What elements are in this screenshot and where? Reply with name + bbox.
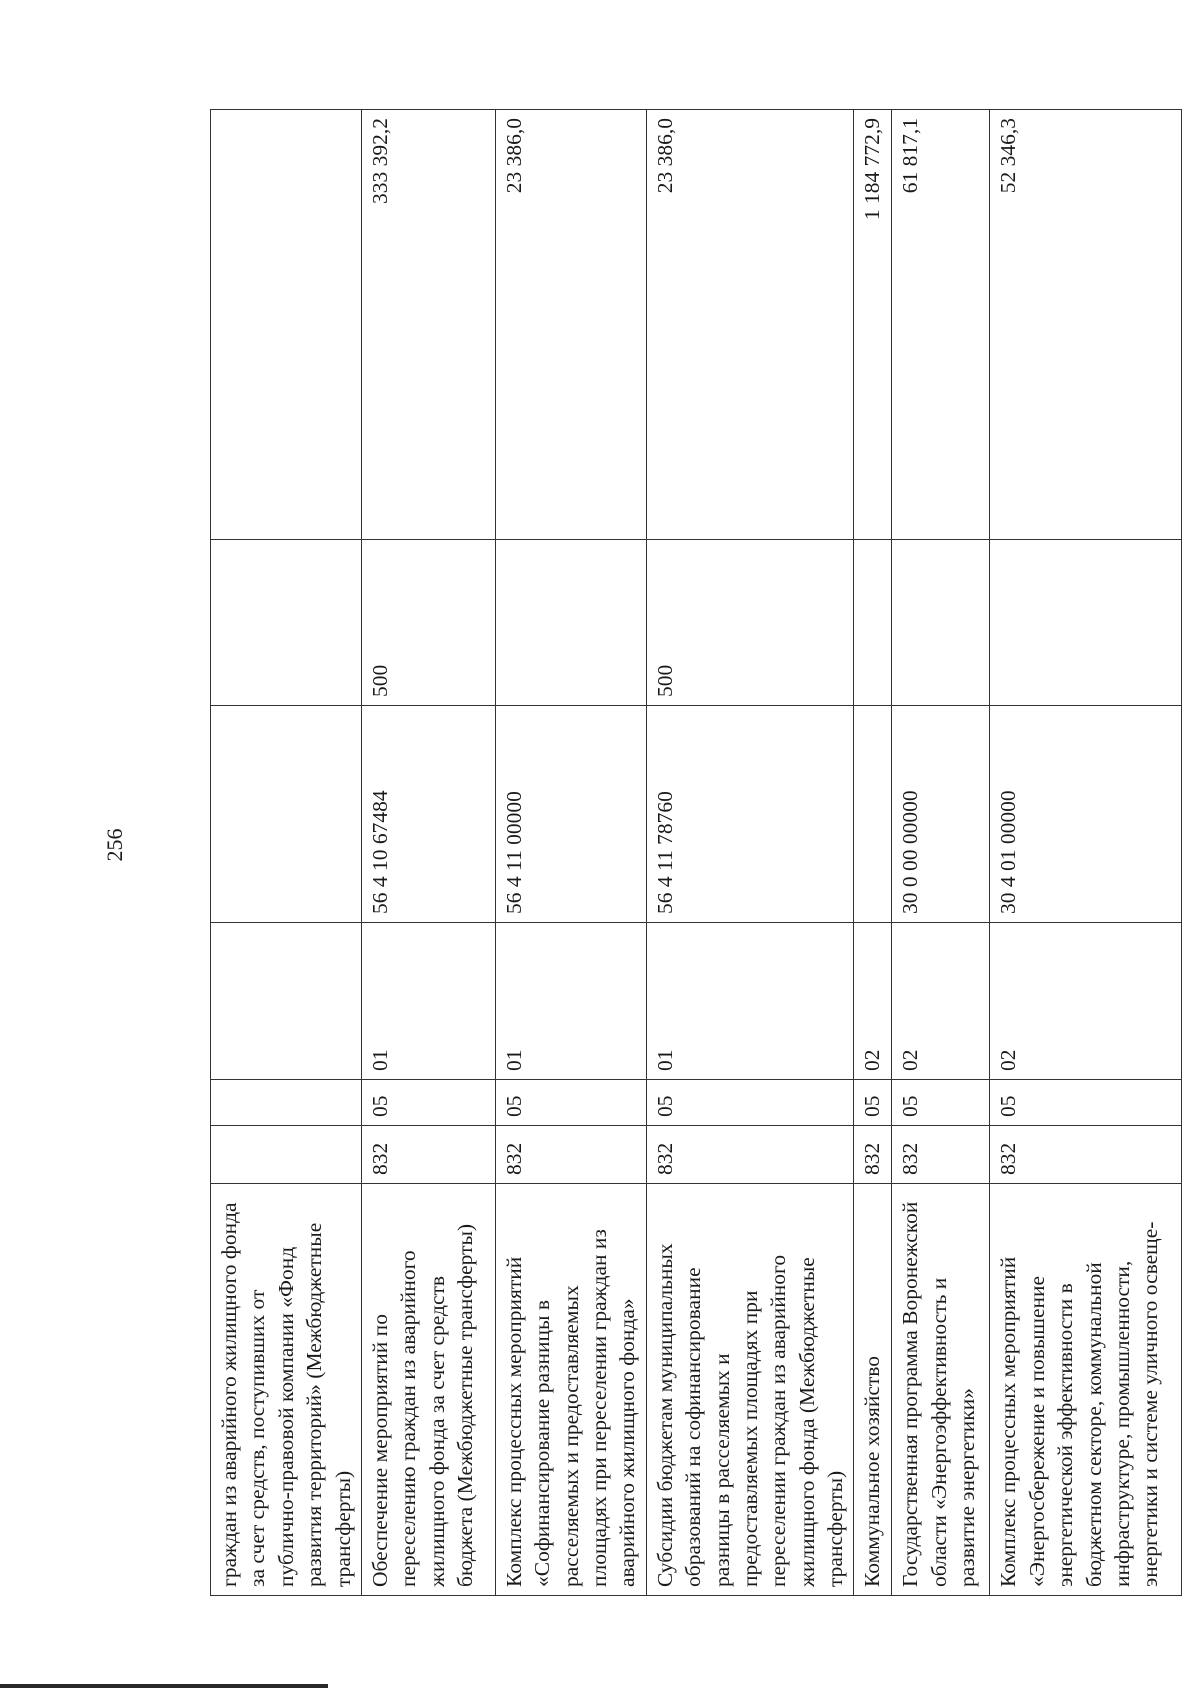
- row-sum: 61 817,1: [892, 110, 990, 540]
- row-name: Коммунальное хозяйство: [854, 1184, 892, 1596]
- row-vr: [211, 540, 362, 706]
- row-csr: 30 0 00 00000: [892, 706, 990, 923]
- table-row: [211, 110, 362, 1596]
- row-pr: 01: [495, 923, 646, 1080]
- row-sum: [211, 110, 362, 540]
- row-vr: [854, 540, 892, 706]
- row-name: Комплекс процессных мероприятий «Энергосбережение и повышение энергетической эффективности в бюджетном секторе, коммунальной инфраструктуре, промышленности, энергетики и системе уличного освеще-: [990, 1184, 1182, 1596]
- row-csr: 56 4 11 78760: [646, 706, 854, 923]
- budget-table-container: [210, 110, 1163, 1596]
- row-pr: 02: [892, 923, 990, 1080]
- row-gr: 832: [361, 1126, 495, 1184]
- row-gr: 832: [892, 1126, 990, 1184]
- row-gr: 832: [854, 1126, 892, 1184]
- row-rz: 05: [854, 1080, 892, 1126]
- row-sum: 23 386,0: [646, 110, 854, 540]
- table-row: [646, 110, 854, 1596]
- row-rz: 05: [892, 1080, 990, 1126]
- row-sum: 333 392,2: [361, 110, 495, 540]
- row-pr: 02: [990, 923, 1182, 1080]
- row-name: Комплекс процессных мероприятий «Софинансирование разницы в расселяемых и предоставляемых площадях при переселении граждан из аварийного жилищного фонда»: [495, 1184, 646, 1596]
- row-name: Государственная программа Воронежской области «Энергоэффективность и развитие энергетики»: [892, 1184, 990, 1596]
- table-row: [495, 110, 646, 1596]
- table-row: [990, 110, 1182, 1596]
- row-name: Субсидии бюджетам муниципальных образований на софинансирование разницы в расселяемых и предоставляемых площадях при переселении граждан из аварийного жилищного фонда (Межбюджетные трансферты): [646, 1184, 854, 1596]
- row-rz: 05: [361, 1080, 495, 1126]
- row-rz: 05: [646, 1080, 854, 1126]
- row-name: граждан из аварийного жилищного фонда за счет средств, поступивших от публично-правовой компании «Фонд развития территорий» (Межбюджетные трансферты): [211, 1184, 362, 1596]
- budget-table: [210, 109, 1182, 1596]
- row-csr: 56 4 10 67484: [361, 706, 495, 923]
- row-gr: 832: [990, 1126, 1182, 1184]
- row-pr: 02: [854, 923, 892, 1080]
- row-vr: [892, 540, 990, 706]
- row-rz: 05: [495, 1080, 646, 1126]
- row-csr: [211, 706, 362, 923]
- row-vr: [495, 540, 646, 706]
- table-row: [361, 110, 495, 1596]
- row-rz: [211, 1080, 362, 1126]
- scan-edge-mark: [0, 1684, 328, 1688]
- row-pr: 01: [646, 923, 854, 1080]
- row-name: Обеспечение мероприятий по переселению граждан из аварийного жилищного фонда за счет средств бюджета (Межбюджетные трансферты): [361, 1184, 495, 1596]
- table-row: [854, 110, 892, 1596]
- row-csr: 56 4 11 00000: [495, 706, 646, 923]
- row-gr: 832: [495, 1126, 646, 1184]
- row-rz: 05: [990, 1080, 1182, 1126]
- row-sum: 52 346,3: [990, 110, 1182, 540]
- row-gr: 832: [646, 1126, 854, 1184]
- table-row: [892, 110, 990, 1596]
- row-sum: 23 386,0: [495, 110, 646, 540]
- row-gr: [211, 1126, 362, 1184]
- row-pr: [211, 923, 362, 1080]
- row-vr: 500: [361, 540, 495, 706]
- row-vr: [990, 540, 1182, 706]
- row-sum: 1 184 772,9: [854, 110, 892, 540]
- row-csr: [854, 706, 892, 923]
- row-vr: 500: [646, 540, 854, 706]
- row-csr: 30 4 01 00000: [990, 706, 1182, 923]
- row-pr: 01: [361, 923, 495, 1080]
- page-number: 256: [102, 828, 127, 862]
